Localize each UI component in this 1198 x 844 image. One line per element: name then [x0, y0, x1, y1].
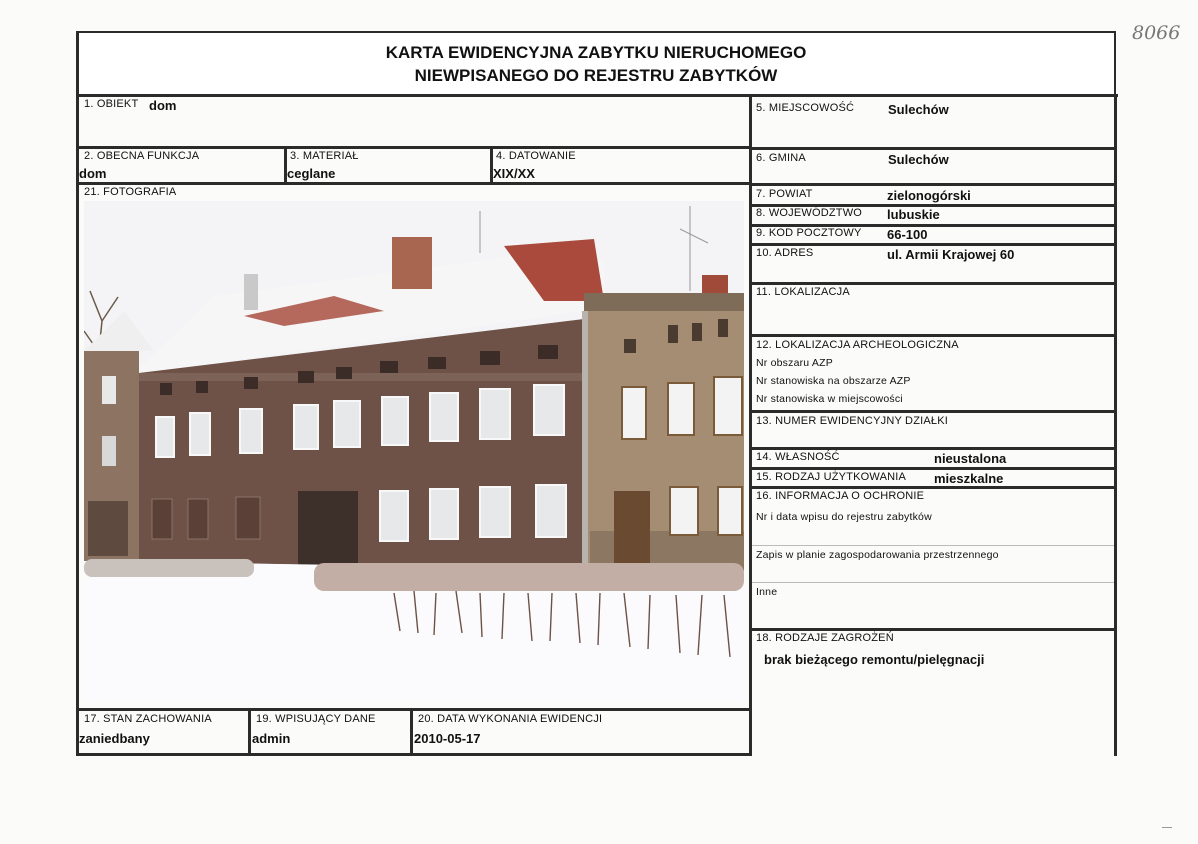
wpisujacy-label: 19. WPISUJĄCY DANE — [256, 713, 376, 725]
nr-dzialki-label: 13. NUMER EWIDENCYJNY DZIAŁKI — [756, 415, 949, 427]
data-label: 20. DATA WYKONANIA EWIDENCJI — [418, 713, 603, 725]
wojewodztwo-label: 8. WOJEWÓDZTWO — [756, 207, 863, 219]
uzytkowanie-label: 15. RODZAJ UŻYTKOWANIA — [756, 471, 907, 483]
obecna-funkcja-value: dom — [79, 166, 107, 181]
material-label: 3. MATERIAŁ — [290, 150, 359, 162]
building-photograph — [84, 201, 744, 701]
gmina-label: 6. GMINA — [756, 152, 806, 164]
miejscowosc-value: Sulechów — [888, 102, 949, 117]
card-title — [76, 31, 1116, 94]
zagrozenia-label: 18. RODZAJE ZAGROŻEŃ — [756, 632, 894, 644]
material-value: ceglane — [287, 166, 336, 181]
zagrozenia-value: brak bieżącego remontu/pielęgnacji — [764, 652, 985, 667]
uzytkowanie-value: mieszkalne — [934, 471, 1004, 486]
spatial-plan-line: Zapis w planie zagospodarowania przestrzennego — [756, 549, 999, 561]
obecna-funkcja-label: 2. OBECNA FUNKCJA — [84, 150, 200, 162]
wlasnosc-value: nieustalona — [934, 451, 1007, 466]
adres-value: ul. Armii Krajowej 60 — [887, 247, 1015, 262]
other-protection-line: Inne — [756, 586, 778, 598]
stan-label: 17. STAN ZACHOWANIA — [84, 713, 212, 725]
powiat-value: zielonogórski — [887, 188, 971, 203]
adres-label: 10. ADRES — [756, 247, 814, 259]
wojewodztwo-value: lubuskie — [887, 207, 940, 222]
wpisujacy-value: admin — [252, 731, 291, 746]
handwritten-number: 8066 — [1132, 22, 1181, 44]
kod-pocztowy-label: 9. KOD POCZTOWY — [756, 227, 862, 239]
azp-site-number: Nr stanowiska na obszarze AZP — [756, 375, 911, 387]
powiat-label: 7. POWIAT — [756, 188, 813, 200]
obiekt-label: 1. OBIEKT — [84, 98, 139, 110]
fotografia-label: 21. FOTOGRAFIA — [84, 186, 177, 198]
miejscowosc-label: 5. MIEJSCOWOŚĆ — [756, 102, 855, 114]
wlasnosc-label: 14. WŁASNOŚĆ — [756, 451, 840, 463]
ochrona-label: 16. INFORMACJA O OCHRONIE — [756, 490, 925, 502]
data-value: 2010-05-17 — [414, 731, 481, 746]
registry-entry-line: Nr i data wpisu do rejestru zabytków — [756, 511, 932, 523]
datowanie-value: XIX/XX — [493, 166, 535, 181]
scan-mark — [1162, 827, 1172, 828]
lokalizacja-label: 11. LOKALIZACJA — [756, 286, 850, 298]
azp-area-number: Nr obszaru AZP — [756, 357, 833, 369]
title-line-1: KARTA EWIDENCYJNA ZABYTKU NIERUCHOMEGO — [385, 43, 807, 62]
kod-pocztowy-value: 66-100 — [887, 227, 928, 242]
datowanie-label: 4. DATOWANIE — [496, 150, 576, 162]
title-line-2: NIEWPISANEGO DO REJESTRU ZABYTKÓW — [414, 66, 778, 85]
local-site-number: Nr stanowiska w miejscowości — [756, 393, 903, 405]
obiekt-value: dom — [149, 98, 177, 113]
lok-arch-label: 12. LOKALIZACJA ARCHEOLOGICZNA — [756, 339, 959, 351]
gmina-value: Sulechów — [888, 152, 949, 167]
stan-value: zaniedbany — [79, 731, 150, 746]
